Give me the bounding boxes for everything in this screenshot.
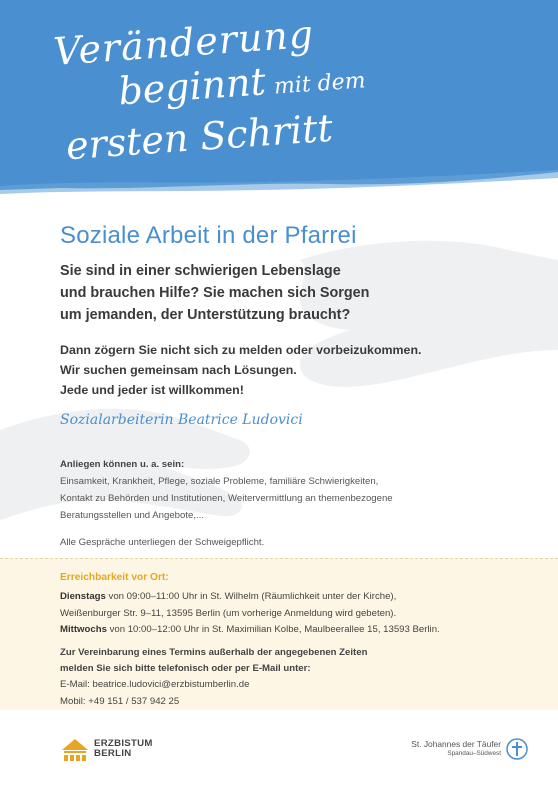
cross-icon (506, 738, 528, 760)
headline-line-1: Veränderung (52, 11, 316, 74)
email-link[interactable]: E-Mail: beatrice.ludovici@erzbistumberlin.de (60, 679, 250, 691)
tuesday-label: Dienstags (60, 591, 106, 603)
page-title: Soziale Arbeit in der Pfarrei (60, 222, 357, 249)
erzbistum-berlin-logo (60, 736, 153, 762)
wednesday-line (60, 622, 530, 638)
invite-line: Wir suchen gemeinsam nach Lösungen. (60, 363, 297, 377)
lead-line: und brauchen Hilfe? Sie machen sich Sorgen (60, 285, 370, 301)
headline-line-2-small: mit dem (273, 68, 367, 100)
appointment-line-1: Zur Vereinbarung eines Termins außerhalb der angegebenen Zeiten (60, 646, 368, 658)
logo-left-line-1: ERZBISTUM (94, 737, 153, 749)
concerns-block (60, 456, 520, 524)
tuesday-address: Weißenburger Str. 9–11, 13595 Berlin (um vorherige Anmeldung wird gebeten). (60, 607, 397, 619)
logo-left-line-2: BERLIN (94, 748, 132, 759)
erzbistum-berlin-text (94, 739, 153, 760)
logo-right-line-2: Spandau–Südwest (447, 750, 501, 757)
lead-text (60, 260, 520, 326)
confidentiality-note: Alle Gespräche unterliegen der Schweigepflicht. (60, 537, 265, 548)
invite-line: Dann zögern Sie nicht sich zu melden oder vorbeizukommen. (60, 343, 422, 357)
church-logo-icon (60, 736, 90, 762)
tuesday-line (60, 589, 530, 605)
main-content (60, 222, 520, 548)
lead-line: um jemanden, der Unterstützung braucht? (60, 307, 351, 323)
wednesday-text: von 10:00–12:00 Uhr in St. Maximilian Kolbe, Maulbeerallee 15, 13593 Berlin. (106, 624, 440, 636)
headline-line-2-main: beginnt (116, 59, 268, 114)
concerns-line: Kontakt zu Behörden und Institutionen, Weitervermittlung an themenbezogene (60, 493, 393, 504)
footer (0, 720, 558, 791)
concerns-line: Einsamkeit, Krankheit, Pflege, soziale Probleme, familiäre Schwierigkeiten, (60, 476, 379, 487)
contact-block (60, 570, 530, 710)
lead-line: Sie sind in einer schwierigen Lebenslage (60, 263, 341, 279)
wednesday-label: Mittwochs (60, 624, 107, 636)
social-worker-signature: Sozialarbeiterin Beatrice Ludovici (60, 412, 303, 428)
tuesday-text: von 09:00–11:00 Uhr in St. Wilhelm (Räumlichkeit unter der Kirche), (105, 591, 397, 603)
availability-title: Erreichbarkeit vor Ort: (60, 572, 169, 583)
concerns-label: Anliegen können u. a. sein: (60, 459, 185, 470)
headline-line-3: ersten Schritt (64, 105, 335, 169)
header-band (0, 0, 558, 200)
invite-text (60, 340, 520, 400)
phone-number[interactable]: Mobil: +49 151 / 537 942 25 (60, 695, 180, 707)
parish-logo-text (411, 739, 501, 759)
parish-logo (411, 738, 528, 760)
invite-line: Jede und jeder ist willkommen! (60, 383, 244, 397)
appointment-line-2: melden Sie sich bitte telefonisch oder per E-Mail unter: (60, 663, 311, 675)
headline (52, 8, 370, 168)
logo-right-line-1: St. Johannes der Täufer (411, 739, 501, 749)
concerns-line: Beratungsstellen und Angebote,... (60, 510, 205, 521)
